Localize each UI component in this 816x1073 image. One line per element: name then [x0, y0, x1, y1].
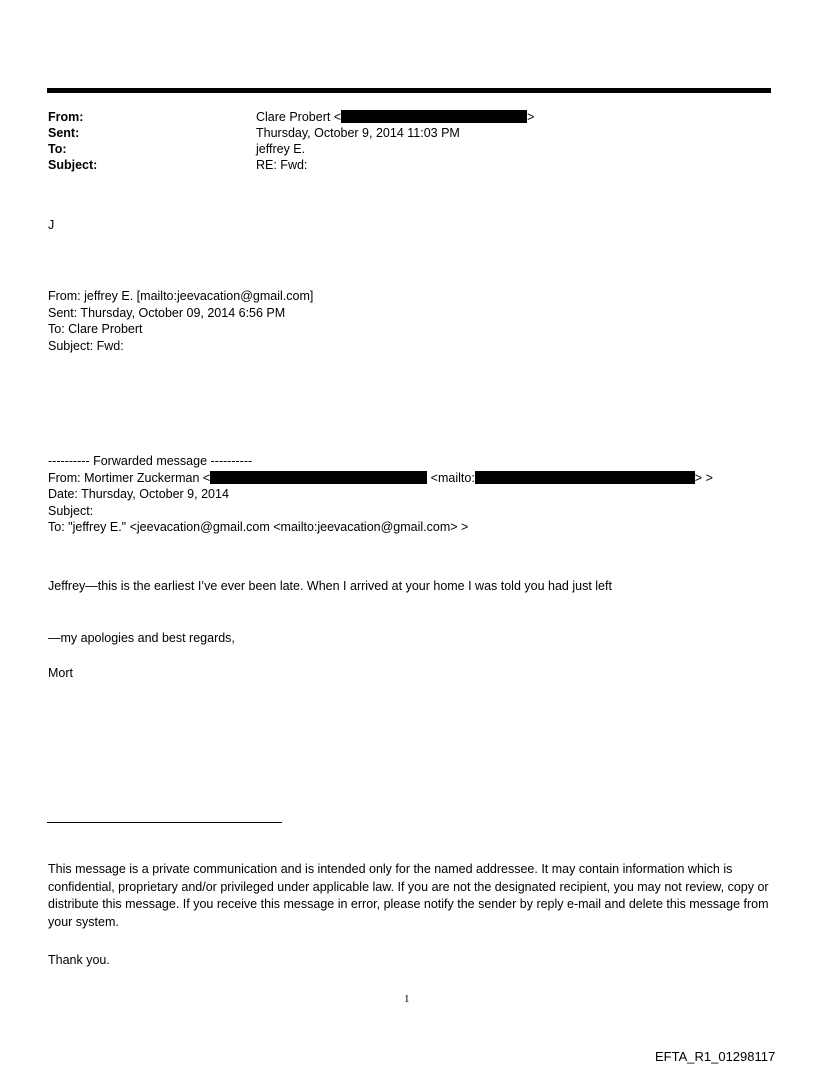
subject-value: RE: Fwd: [256, 158, 308, 172]
quoted-subject: Subject: Fwd: [48, 338, 124, 353]
forwarded-from [48, 470, 713, 487]
to-value: jeffrey E. [256, 142, 306, 156]
quoted-sent: Sent: Thursday, October 09, 2014 6:56 PM [48, 305, 286, 320]
thank-you: Thank you. [48, 953, 110, 967]
header-rule [47, 88, 771, 93]
to-label: To: [48, 142, 67, 156]
forwarded-to: To: "jeffrey E." <jeevacation@gmail.com <mailto:jeevacation@gmail.com> > [48, 520, 469, 534]
subject-label: Subject: [48, 158, 98, 172]
message-line-2: —my apologies and best regards, [48, 631, 235, 645]
sent-value: Thursday, October 9, 2014 11:03 PM [256, 126, 460, 140]
forwarded-separator: ---------- Forwarded message ---------- [48, 454, 253, 468]
redaction-box [475, 471, 695, 484]
from-label: From: [48, 110, 84, 124]
mailto-suffix: > > [694, 470, 713, 485]
redaction-box [341, 110, 527, 123]
from-name: Clare Probert < [256, 110, 342, 124]
footer-rule [47, 822, 282, 823]
quoted-header [48, 288, 313, 354]
document-id: EFTA_R1_01298117 [655, 1049, 776, 1064]
quoted-from: From: jeffrey E. [mailto:jeevacation@gmail.com] [48, 289, 314, 303]
forwarded-header [48, 453, 713, 536]
disclaimer: This message is a private communication and is intended only for the named addressee. It may contain information which is confidential, proprietary and/or privileged under applicable law. If you are not the designated recipient, you may not review, copy or distribute this message. If you receive this message in error, please notify the sender by reply e-mail and delete this message from your system. [48, 862, 769, 929]
reply-body: J [48, 218, 55, 232]
sent-label: Sent: [48, 126, 80, 140]
forwarded-subject: Subject: [48, 503, 94, 518]
forwarded-date: Date: Thursday, October 9, 2014 [48, 487, 229, 501]
redaction-box [210, 471, 427, 484]
message-line-1: Jeffrey—this is the earliest I’ve ever been late. When I arrived at your home I was told you had just left [48, 579, 612, 593]
quoted-to: To: Clare Probert [48, 322, 143, 336]
from-close: > [527, 110, 535, 124]
page-number: 1 [404, 993, 410, 1005]
forwarded-from-name: From: Mortimer Zuckerman < [48, 470, 211, 485]
from-value [256, 109, 534, 126]
signature: Mort [48, 666, 73, 680]
mailto-prefix: <mailto: [430, 470, 475, 485]
